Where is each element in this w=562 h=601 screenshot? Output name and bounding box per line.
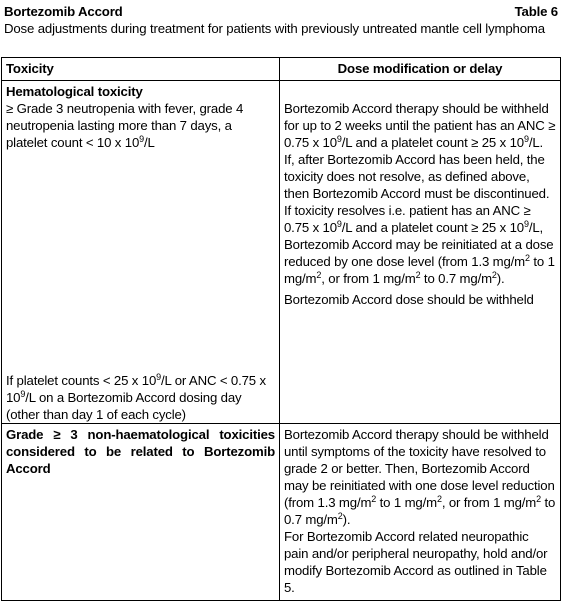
hematological-heading: Hematological toxicity	[6, 84, 143, 99]
hematological-action-2: If, after Bortezomib Accord has been held, the toxicity does not resolve, as defined above, then Bortezomib Accord must be discontinued.	[284, 152, 550, 201]
table-caption: Dose adjustments during treatment for patients with previously untreated mantle cell lymphoma	[4, 21, 545, 36]
dose-text	[280, 424, 560, 600]
hematological-action-1: Bortezomib Accord therapy should be withheld for up to 2 weeks until the patient has an ANC ≥ 0.75 x $10^9/L$ and a platelet count ≥ 25 x $10^9/L$.	[284, 101, 556, 150]
toxicity-text	[2, 81, 279, 423]
table-label: Table 6	[514, 4, 558, 19]
toxicity-text	[2, 424, 279, 477]
non-haem-action-2: For Bortezomib Accord related neuropathic pain and/or peripheral neuropathy, hold and/or modify Bortezomib Accord as outlined in Table 5.	[284, 529, 548, 595]
title-row	[4, 3, 558, 20]
hematological-action-withheld: Bortezomib Accord dose should be withheld	[284, 292, 534, 307]
column-header-toxicity: Toxicity	[2, 58, 280, 81]
product-title: Bortezomib Accord	[4, 4, 123, 19]
hematological-action-3: If toxicity resolves i.e. patient has an ANC ≥ 0.75 x $10^9/L$ and a platelet count ≥ 25 x $10^9/L$, Bortezomib Accord may be reinitiated at a dose reduced by one dose level (from 1.3 $mg/m^2$ to 1 $mg/m^2$, or from 1 $mg/m^2$ to 0.7 $mg/m^2$).	[284, 203, 555, 286]
dose-adjustment-table	[1, 57, 561, 601]
column-header-dose: Dose modification or delay	[280, 58, 561, 81]
non-haem-heading: Grade ≥ 3 non-haematological toxicities considered to be related to Bortezomib Accord	[6, 427, 275, 476]
non-haem-action-1: Bortezomib Accord therapy should be withheld until symptoms of the toxicity have resolved to grade 2 or better. Then, Bortezomib Accord may be reinitiated with one dose level reduction (from 1.3 $mg/m^2$ to 1 $mg/m^2$, or from 1 $mg/m^2$ to 0.7 $mg/m^2$).	[284, 427, 556, 527]
dose-cell	[280, 424, 561, 601]
hematological-condition-2: If platelet counts < 25 x $10^9/L$ or ANC < 0.75 x $10^9/L$ on a Bortezomib Accord dosing day (other than day 1 of each cycle)	[6, 372, 266, 422]
table-header	[0, 0, 562, 56]
hematological-condition-1: ≥ Grade 3 neutropenia with fever, grade 4 neutropenia lasting more than 7 days, a platelet count < 10 x $10^9/L$	[6, 101, 244, 150]
table-row-non-haematological	[2, 424, 561, 601]
table-row-hematological	[2, 81, 561, 424]
toxicity-cell	[2, 81, 280, 424]
column-header-row	[2, 58, 561, 81]
dose-cell	[280, 81, 561, 424]
toxicity-cell	[2, 424, 280, 601]
dose-text	[280, 81, 560, 308]
